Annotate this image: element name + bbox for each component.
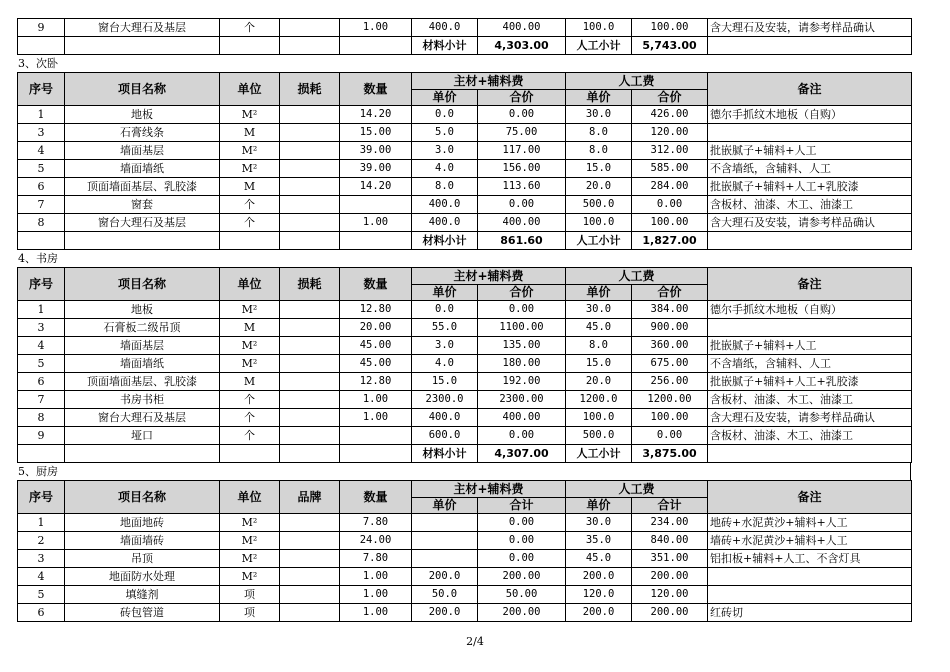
- cell-name: 石膏板二级吊顶: [65, 319, 220, 337]
- table-row: [18, 514, 912, 532]
- cell-seq: 6: [18, 178, 65, 196]
- table-row: [18, 586, 912, 604]
- cell-mat-price: 200.0: [412, 604, 478, 622]
- table-row: 9 窗台大理石及基层 个 1.00 400.0 400.00 100.0 100.00 含大理石及安装，请参考样品确认: [18, 19, 912, 37]
- cell-remark: [708, 319, 912, 337]
- cell-qty: 1.00: [340, 586, 412, 604]
- cell-unit: M²: [220, 337, 280, 355]
- cell-remark: 批嵌腻子+辅料+人工+乳胶漆: [708, 373, 912, 391]
- subtotal-row: [18, 445, 912, 463]
- cell-remark: 含大理石及安装，请参考样品确认: [708, 214, 912, 232]
- table-row: [18, 550, 912, 568]
- cell-mat-total: 113.60: [478, 178, 566, 196]
- cell-qty: 39.00: [340, 160, 412, 178]
- cell-name: 窗台大理石及基层: [65, 409, 220, 427]
- cell-unit: M²: [220, 142, 280, 160]
- cell-mat-price: 50.0: [412, 586, 478, 604]
- cell-name: 顶面墙面基层、乳胶漆: [65, 178, 220, 196]
- cell-loss: [280, 568, 340, 586]
- cell-lab-total: 284.00: [632, 178, 708, 196]
- cell-name: 地板: [65, 301, 220, 319]
- cell-lab-total: 0.00: [632, 427, 708, 445]
- cell-mat-price: 3.0: [412, 142, 478, 160]
- cell-loss: [280, 391, 340, 409]
- cell-mat-total: 200.00: [478, 604, 566, 622]
- cell-seq: 7: [18, 196, 65, 214]
- cell-lab-price: 30.0: [566, 514, 632, 532]
- cell-loss: [280, 514, 340, 532]
- cell-name: 地板: [65, 106, 220, 124]
- labor-subtotal-label: 人工小计: [566, 232, 632, 250]
- cell-name: 砖包管道: [65, 604, 220, 622]
- table-row: [18, 319, 912, 337]
- cell-lab-price: 100.0: [566, 214, 632, 232]
- cell-lab-total: 360.00: [632, 337, 708, 355]
- cell-mat-price: 15.0: [412, 373, 478, 391]
- cell-name: 墙面基层: [65, 337, 220, 355]
- cell-loss: [280, 106, 340, 124]
- cell-loss: [280, 142, 340, 160]
- cell-mat-price: [412, 514, 478, 532]
- cell-unit: M: [220, 319, 280, 337]
- cell-remark: 不含墙纸，含辅料、人工: [708, 355, 912, 373]
- material-subtotal-value: 861.60: [478, 232, 566, 250]
- cell-name: 墙面基层: [65, 142, 220, 160]
- cell-unit: 个: [220, 409, 280, 427]
- cell-unit: 个: [220, 391, 280, 409]
- cell-unit: 个: [220, 427, 280, 445]
- cell-seq: 8: [18, 409, 65, 427]
- cell-remark: 批嵌腻子+辅料+人工: [708, 142, 912, 160]
- cell-loss: [280, 337, 340, 355]
- cell-mat-total: 75.00: [478, 124, 566, 142]
- cell-loss: [280, 427, 340, 445]
- cell-mat-total: 135.00: [478, 337, 566, 355]
- cell-lab-price: 30.0: [566, 301, 632, 319]
- cell-seq: 3: [18, 550, 65, 568]
- cell-lab-total: 0.00: [632, 196, 708, 214]
- table-row: [18, 409, 912, 427]
- cell-qty: 39.00: [340, 142, 412, 160]
- cell-lab-total: 234.00: [632, 514, 708, 532]
- cell-seq: 3: [18, 319, 65, 337]
- table-row: [18, 373, 912, 391]
- cell-seq: 4: [18, 337, 65, 355]
- cell-lab-price: 500.0: [566, 427, 632, 445]
- cell-loss: [280, 196, 340, 214]
- cell-qty: 7.80: [340, 550, 412, 568]
- cell-seq: 1: [18, 514, 65, 532]
- cell-mat-total: 400.00: [478, 409, 566, 427]
- cell-seq: 5: [18, 160, 65, 178]
- cell-lab-total: 351.00: [632, 550, 708, 568]
- material-subtotal-label: 材料小计: [412, 445, 478, 463]
- quote-sheet: [17, 18, 911, 622]
- cell-mat-total: 2300.00: [478, 391, 566, 409]
- cell-name: 顶面墙面基层、乳胶漆: [65, 373, 220, 391]
- cell-loss: [280, 319, 340, 337]
- cell-remark: 不含墙纸，含辅料、人工: [708, 160, 912, 178]
- cell-qty: 1.00: [340, 568, 412, 586]
- cell-seq: 4: [18, 142, 65, 160]
- material-subtotal-value: 4,307.00: [478, 445, 566, 463]
- table-row: [18, 124, 912, 142]
- section-title-kitchen: 5、厨房: [17, 463, 911, 480]
- cell-remark: 德尔手抓纹木地板（自购）: [708, 106, 912, 124]
- cell-lab-price: 1200.0: [566, 391, 632, 409]
- cell-lab-price: 8.0: [566, 142, 632, 160]
- cell-mat-price: 0.0: [412, 106, 478, 124]
- cell-lab-total: 256.00: [632, 373, 708, 391]
- cell-name: 墙面墙纸: [65, 160, 220, 178]
- cell-mat-price: 0.0: [412, 301, 478, 319]
- cell-lab-total: 120.00: [632, 124, 708, 142]
- cell-lab-total: 120.00: [632, 586, 708, 604]
- cell-seq: 6: [18, 604, 65, 622]
- cell-loss: [280, 373, 340, 391]
- subtotal-row: [18, 37, 912, 55]
- cell-mat-total: 117.00: [478, 142, 566, 160]
- cell-remark: 墙砖+水泥黄沙+辅料+人工: [708, 532, 912, 550]
- cell-unit: M²: [220, 514, 280, 532]
- table-header: 序号 项目名称 单位 损耗 数量 主材+辅料费 人工费 备注: [18, 73, 912, 90]
- cell-unit: 个: [220, 214, 280, 232]
- cell-lab-total: 585.00: [632, 160, 708, 178]
- cell-lab-total: 200.00: [632, 604, 708, 622]
- table-row: [18, 142, 912, 160]
- cell-name: 垭口: [65, 427, 220, 445]
- cell-unit: M²: [220, 550, 280, 568]
- cell-name: 地面防水处理: [65, 568, 220, 586]
- cell-lab-total: 100.00: [632, 214, 708, 232]
- cell-mat-total: 0.00: [478, 301, 566, 319]
- cell-seq: 5: [18, 355, 65, 373]
- cell-loss: [280, 532, 340, 550]
- cell-qty: 45.00: [340, 355, 412, 373]
- cell-seq: 9: [18, 427, 65, 445]
- cell-mat-price: 200.0: [412, 568, 478, 586]
- cell-mat-price: 600.0: [412, 427, 478, 445]
- cell-mat-price: 2300.0: [412, 391, 478, 409]
- cell-mat-price: 5.0: [412, 124, 478, 142]
- cell-qty: 7.80: [340, 514, 412, 532]
- cell-lab-price: 35.0: [566, 532, 632, 550]
- cell-qty: 45.00: [340, 337, 412, 355]
- cell-remark: [708, 568, 912, 586]
- table-header: 序号 项目名称 单位 品牌 数量 主材+辅料费 人工费 备注: [18, 481, 912, 498]
- cell-mat-price: 8.0: [412, 178, 478, 196]
- cell-lab-price: 30.0: [566, 106, 632, 124]
- cell-mat-total: 0.00: [478, 196, 566, 214]
- cell-name: 填缝剂: [65, 586, 220, 604]
- cell-mat-total: 0.00: [478, 427, 566, 445]
- cell-qty: 15.00: [340, 124, 412, 142]
- cell-qty: 12.80: [340, 373, 412, 391]
- cell-unit: M²: [220, 568, 280, 586]
- cell-seq: 8: [18, 214, 65, 232]
- cell-remark: 批嵌腻子+辅料+人工: [708, 337, 912, 355]
- cell-qty: [340, 196, 412, 214]
- cell-loss: [280, 301, 340, 319]
- cell-lab-price: 20.0: [566, 373, 632, 391]
- cell-qty: 1.00: [340, 391, 412, 409]
- cell-mat-total: 1100.00: [478, 319, 566, 337]
- cell-lab-total: 312.00: [632, 142, 708, 160]
- cell-lab-price: 8.0: [566, 124, 632, 142]
- cell-unit: 个: [220, 196, 280, 214]
- labor-subtotal-label: 人工小计: [566, 445, 632, 463]
- material-subtotal-label: 材料小计: [412, 37, 478, 55]
- cell-loss: [280, 409, 340, 427]
- cell-lab-total: 900.00: [632, 319, 708, 337]
- cell-loss: [280, 586, 340, 604]
- cell-loss: [280, 160, 340, 178]
- cell-lab-price: 15.0: [566, 355, 632, 373]
- cell-lab-price: 8.0: [566, 337, 632, 355]
- cell-mat-total: 0.00: [478, 106, 566, 124]
- cell-seq: 4: [18, 568, 65, 586]
- section-title-study: 4、书房: [18, 252, 58, 265]
- cell-remark: 含板材、油漆、木工、油漆工: [708, 427, 912, 445]
- table-row: [18, 604, 912, 622]
- cell-lab-total: 200.00: [632, 568, 708, 586]
- cell-remark: 含大理石及安装，请参考样品确认: [708, 409, 912, 427]
- cell-mat-price: 4.0: [412, 355, 478, 373]
- table-header: 序号 项目名称 单位 损耗 数量 主材+辅料费 人工费 备注: [18, 268, 912, 285]
- cell-loss: [280, 355, 340, 373]
- cell-unit: M²: [220, 160, 280, 178]
- cell-mat-total: 0.00: [478, 532, 566, 550]
- cell-mat-total: 0.00: [478, 550, 566, 568]
- cell-loss: [280, 124, 340, 142]
- cell-lab-total: 1200.00: [632, 391, 708, 409]
- cell-loss: [280, 604, 340, 622]
- cell-name: 窗套: [65, 196, 220, 214]
- cell-loss: [280, 550, 340, 568]
- section-title-bedroom: 3、次卧: [18, 57, 58, 70]
- cell-mat-total: 200.00: [478, 568, 566, 586]
- cell-unit: 项: [220, 604, 280, 622]
- table-continued: [17, 18, 912, 55]
- table-row: [18, 391, 912, 409]
- cell-unit: M²: [220, 106, 280, 124]
- cell-remark: 批嵌腻子+辅料+人工+乳胶漆: [708, 178, 912, 196]
- table-row: [18, 178, 912, 196]
- cell-name: 墙面墙纸: [65, 355, 220, 373]
- cell-mat-price: 400.0: [412, 214, 478, 232]
- cell-mat-total: 50.00: [478, 586, 566, 604]
- cell-seq: 1: [18, 106, 65, 124]
- cell-qty: 1.00: [340, 214, 412, 232]
- material-subtotal-label: 材料小计: [412, 232, 478, 250]
- cell-remark: 德尔手抓纹木地板（自购）: [708, 301, 912, 319]
- table-row: [18, 337, 912, 355]
- cell-remark: [708, 124, 912, 142]
- cell-seq: 3: [18, 124, 65, 142]
- cell-mat-price: [412, 532, 478, 550]
- cell-mat-total: 400.00: [478, 214, 566, 232]
- cell-lab-total: 840.00: [632, 532, 708, 550]
- cell-qty: 1.00: [340, 409, 412, 427]
- table-row: [18, 301, 912, 319]
- cell-seq: 2: [18, 532, 65, 550]
- labor-subtotal-label: 人工小计: [566, 37, 632, 55]
- table-row: [18, 196, 912, 214]
- cell-loss: [280, 178, 340, 196]
- cell-qty: 14.20: [340, 178, 412, 196]
- cell-seq: 1: [18, 301, 65, 319]
- table-row: [18, 214, 912, 232]
- cell-mat-total: 0.00: [478, 514, 566, 532]
- cell-qty: 24.00: [340, 532, 412, 550]
- cell-unit: M: [220, 178, 280, 196]
- cell-mat-price: 55.0: [412, 319, 478, 337]
- cell-qty: 12.80: [340, 301, 412, 319]
- table-row: [18, 427, 912, 445]
- cell-mat-price: 400.0: [412, 409, 478, 427]
- cell-mat-price: 3.0: [412, 337, 478, 355]
- cell-mat-total: 180.00: [478, 355, 566, 373]
- table-study: 序号 项目名称 单位 损耗 数量 主材+辅料费 人工费 备注 单价 合价 单价 合价 1 地板 M² 12.80 0.0 0.00 30.0 384.00 德尔手抓纹木地板（自购） 3 石膏板二级吊顶 M 20.00 55.0 1100.00 45.0 900.00 4 墙面基层 M² 45.00 3.0 135.00 8.0 360.00 批嵌腻子+辅料+人工 5 墙面墙纸 M² 45.00 4.0 180.00 15.0 675.00 不含墙纸，含辅料、人工 6 顶面墙面基层、乳胶漆 M 12.80 15.0 192.00 20.0 256.00 批嵌腻子+辅料+人工+乳胶漆 7 书房书柜 个 1.00 2300.0 2300.00 1200.0 1200.00 含板材、油漆、木工、油漆工 8 窗台大理石及基层 个 1.00 400.0 400.00 100.0 100.00 含大理石及安装，请参考样品确认 9 垭口 个 600.0 0.00 500.0 0.00 含板材、油漆、木工、油漆工 材料小计 4,307.00 人工小计 3,875.00: [17, 267, 912, 463]
- cell-name: 书房书柜: [65, 391, 220, 409]
- cell-lab-price: 15.0: [566, 160, 632, 178]
- cell-mat-total: 192.00: [478, 373, 566, 391]
- cell-lab-total: 426.00: [632, 106, 708, 124]
- cell-lab-price: 200.0: [566, 568, 632, 586]
- cell-loss: [280, 214, 340, 232]
- cell-mat-price: 4.0: [412, 160, 478, 178]
- cell-remark: 红砖切: [708, 604, 912, 622]
- cell-remark: 铝扣板+辅料+人工、不含灯具: [708, 550, 912, 568]
- labor-subtotal-value: 1,827.00: [632, 232, 708, 250]
- cell-name: 石膏线条: [65, 124, 220, 142]
- cell-unit: M: [220, 373, 280, 391]
- cell-qty: 1.00: [340, 604, 412, 622]
- cell-remark: 地砖+水泥黄沙+辅料+人工: [708, 514, 912, 532]
- cell-name: 墙面墙砖: [65, 532, 220, 550]
- cell-seq: 5: [18, 586, 65, 604]
- cell-lab-total: 384.00: [632, 301, 708, 319]
- cell-remark: 含板材、油漆、木工、油漆工: [708, 196, 912, 214]
- cell-lab-price: 45.0: [566, 319, 632, 337]
- material-subtotal-value: 4,303.00: [478, 37, 566, 55]
- cell-unit: 项: [220, 586, 280, 604]
- cell-remark: [708, 586, 912, 604]
- table-row: [18, 160, 912, 178]
- page-number: 2/4: [466, 635, 484, 648]
- table-row: [18, 106, 912, 124]
- table-bedroom: 序号 项目名称 单位 损耗 数量 主材+辅料费 人工费 备注 单价 合价 单价 合价 1 地板 M² 14.20 0.0 0.00 30.0 426.00 德尔手抓纹木地板（自购） 3 石膏线条 M 15.00 5.0 75.00 8.0 120.00 4 墙面基层 M² 39.00 3.0 117.00 8.0 312.00 批嵌腻子+辅料+人工 5 墙面墙纸 M² 39.00 4.0 156.00 15.0 585.00 不含墙纸，含辅料、人工 6 顶面墙面基层、乳胶漆 M 14.20 8.0 113.60 20.0 284.00 批嵌腻子+辅料+人工+乳胶漆 7 窗套 个 400.0 0.00 500.0 0.00 含板材、油漆、木工、油漆工 8 窗台大理石及基层 个 1.00 400.0 400.00 100.0 100.00 含大理石及安装，请参考样品确认 材料小计 861.60 人工小计 1,827.00: [17, 72, 912, 250]
- cell-seq: 7: [18, 391, 65, 409]
- cell-mat-price: [412, 550, 478, 568]
- cell-qty: 14.20: [340, 106, 412, 124]
- cell-qty: 20.00: [340, 319, 412, 337]
- cell-name: 窗台大理石及基层: [65, 214, 220, 232]
- cell-unit: M: [220, 124, 280, 142]
- cell-lab-total: 100.00: [632, 409, 708, 427]
- cell-unit: M²: [220, 301, 280, 319]
- cell-unit: M²: [220, 532, 280, 550]
- labor-subtotal-value: 3,875.00: [632, 445, 708, 463]
- cell-mat-total: 156.00: [478, 160, 566, 178]
- cell-name: 地面地砖: [65, 514, 220, 532]
- cell-remark: 含板材、油漆、木工、油漆工: [708, 391, 912, 409]
- cell-lab-price: 500.0: [566, 196, 632, 214]
- cell-seq: 6: [18, 373, 65, 391]
- cell-lab-price: 120.0: [566, 586, 632, 604]
- cell-lab-price: 20.0: [566, 178, 632, 196]
- subtotal-row: [18, 232, 912, 250]
- cell-lab-price: 200.0: [566, 604, 632, 622]
- cell-lab-total: 675.00: [632, 355, 708, 373]
- table-row: [18, 532, 912, 550]
- cell-mat-price: 400.0: [412, 196, 478, 214]
- cell-unit: M²: [220, 355, 280, 373]
- cell-name: 吊顶: [65, 550, 220, 568]
- table-kitchen: 序号 项目名称 单位 品牌 数量 主材+辅料费 人工费 备注 单价 合计 单价 合计 1 地面地砖 M² 7.80 0.00 30.0 234.00 地砖+水泥黄沙+辅料+人工 2 墙面墙砖 M² 24.00 0.00 35.0 840.00 墙砖+水泥黄沙+辅料+人工 3 吊顶 M² 7.80 0.00 45.0 351.00 铝扣板+辅料+人工、不含灯具 4 地面防水处理 M² 1.00 200.0 200.00 200.0 200.00 5 填缝剂 项 1.00 50.0 50.00 120.0 120.00 6 砖包管道 项 1.00 200.0 200.00 200.0 200.00 红砖切: [17, 480, 912, 622]
- cell-lab-price: 45.0: [566, 550, 632, 568]
- labor-subtotal-value: 5,743.00: [632, 37, 708, 55]
- cell-qty: [340, 427, 412, 445]
- table-row: [18, 355, 912, 373]
- table-row: [18, 568, 912, 586]
- cell-lab-price: 100.0: [566, 409, 632, 427]
